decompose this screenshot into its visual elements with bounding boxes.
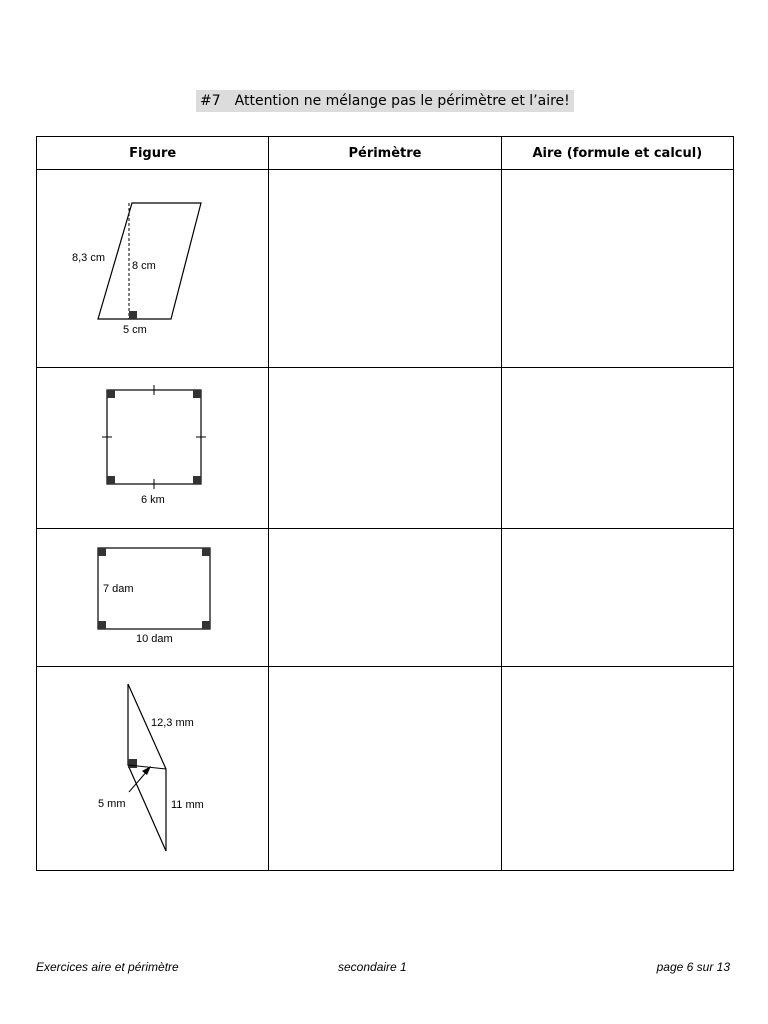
label-height: 8 cm	[132, 260, 156, 272]
exercise-number: #7	[200, 93, 221, 109]
aire-answer-cell[interactable]	[501, 667, 733, 871]
footer-title: Exercices aire et périmètre	[36, 960, 179, 974]
parallelogram-rotated-figure	[37, 667, 267, 870]
label-base: 5 cm	[123, 324, 147, 336]
label-base: 11 mm	[171, 799, 204, 811]
footer-level: secondaire 1	[338, 960, 407, 974]
table-row	[37, 170, 734, 368]
label-side: 12,3 mm	[151, 717, 194, 729]
table-row	[37, 667, 734, 871]
header-perimetre: Périmètre	[269, 137, 501, 170]
figure-cell-parallelogram	[37, 170, 269, 368]
aire-answer-cell[interactable]	[501, 529, 733, 667]
label-base: 10 dam	[136, 633, 173, 645]
label-side: 8,3 cm	[72, 252, 106, 264]
figure-cell-rectangle	[37, 529, 269, 667]
table-row	[37, 529, 734, 667]
figure-cell-square	[37, 368, 269, 529]
label-height: 7 dam	[103, 583, 134, 595]
parallelogram-figure	[37, 170, 267, 367]
label-side: 6 km	[141, 494, 165, 506]
footer-page-number: page 6 sur 13	[656, 960, 730, 974]
table-row	[37, 368, 734, 529]
perimetre-answer-cell[interactable]	[269, 170, 501, 368]
perimetre-answer-cell[interactable]	[269, 368, 501, 529]
header-figure: Figure	[37, 137, 269, 170]
label-height: 5 mm	[98, 798, 126, 810]
aire-answer-cell[interactable]	[501, 170, 733, 368]
header-aire: Aire (formule et calcul)	[501, 137, 733, 170]
aire-answer-cell[interactable]	[501, 368, 733, 529]
exercise-table	[36, 136, 734, 871]
exercise-heading	[196, 90, 574, 112]
rectangle-figure	[37, 529, 267, 666]
figure-cell-parallelogram-rotated	[37, 667, 269, 871]
table-header-row	[37, 137, 734, 170]
square-figure	[37, 368, 267, 528]
exercise-instruction: Attention ne mélange pas le périmètre et l’aire!	[234, 93, 570, 109]
perimetre-answer-cell[interactable]	[269, 667, 501, 871]
perimetre-answer-cell[interactable]	[269, 529, 501, 667]
